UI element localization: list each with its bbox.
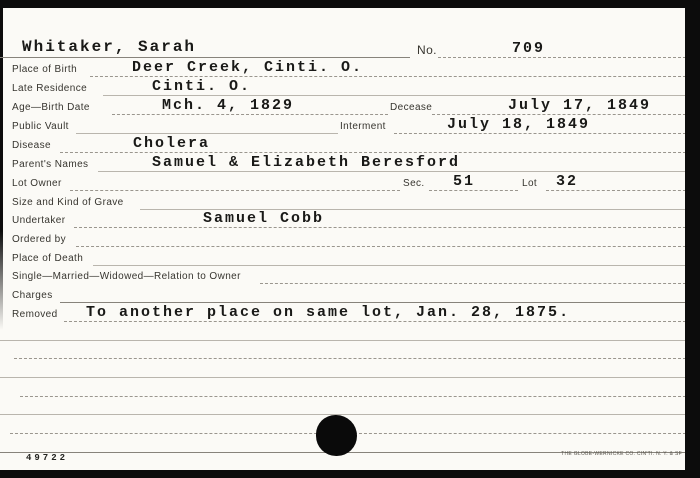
ruled-line (74, 227, 686, 228)
field-value-name: Whitaker, Sarah (22, 38, 197, 56)
field-label-sec: Sec. (403, 178, 425, 189)
scan-edge-bottom (0, 470, 700, 478)
ruled-line (112, 114, 388, 115)
field-label-no: No. (417, 43, 437, 57)
field-value-place-of-birth: Deer Creek, Cinti. O. (132, 59, 364, 76)
field-label-removed: Removed (12, 309, 58, 320)
hole-punch-dot (316, 415, 357, 456)
ruled-line (98, 171, 686, 172)
field-label-disease: Disease (12, 140, 51, 151)
ruled-line (0, 57, 410, 58)
card-serial-number: 49722 (26, 453, 69, 463)
ruled-line (546, 190, 686, 191)
ruled-line (60, 152, 686, 153)
field-label-ordered-by: Ordered by (12, 234, 67, 245)
field-label-lot: Lot (522, 178, 538, 189)
field-value-removed: To another place on same lot, Jan. 28, 1875. (86, 304, 571, 321)
field-label-charges: Charges (12, 290, 53, 301)
field-value-disease: Cholera (133, 135, 211, 152)
field-label-public-vault: Public Vault (12, 121, 69, 132)
ruled-line (103, 95, 686, 96)
ruled-line (394, 133, 686, 134)
scan-edge-right (685, 0, 700, 478)
field-label-undertaker: Undertaker (12, 215, 66, 226)
field-value-undertaker: Samuel Cobb (203, 210, 325, 227)
ruled-line (0, 414, 686, 415)
ruled-line (0, 377, 686, 378)
field-value-late-residence: Cinti. O. (152, 78, 252, 95)
field-label-place-of-death: Place of Death (12, 253, 84, 264)
ruled-line (70, 190, 400, 191)
field-label-decease: Decease (390, 102, 433, 113)
ruled-line (20, 396, 686, 397)
ruled-line (76, 246, 686, 247)
field-label-place-of-birth: Place of Birth (12, 64, 78, 75)
ruled-line (429, 190, 518, 191)
ruled-line (432, 114, 686, 115)
field-label-size-kind-grave: Size and Kind of Grave (12, 197, 124, 208)
ruled-line (438, 57, 686, 58)
ruled-line (14, 358, 686, 359)
field-value-sec: 51 (453, 173, 476, 190)
ruled-line (90, 76, 686, 77)
field-value-lot: 32 (556, 173, 579, 190)
ruled-line (260, 283, 686, 284)
field-value-parents-names: Samuel & Elizabeth Beresford (152, 154, 461, 171)
ruled-line (93, 265, 686, 266)
field-value-age-birth-date: Mch. 4, 1829 (162, 97, 295, 114)
ruled-line (0, 340, 686, 341)
ruled-line (60, 302, 686, 303)
field-value-no: 709 (512, 40, 546, 57)
printer-imprint: THE GLOBE-WERNICKE CO. CIN'TI. N. Y. & SF (561, 451, 682, 457)
field-label-lot-owner: Lot Owner (12, 178, 62, 189)
field-label-parents-names: Parent's Names (12, 159, 89, 170)
field-label-late-residence: Late Residence (12, 83, 88, 94)
field-label-marital-relation: Single—Married—Widowed—Relation to Owner (12, 271, 241, 282)
ruled-line (76, 133, 338, 134)
field-label-interment: Interment (340, 121, 386, 132)
ruled-line (64, 321, 686, 322)
field-value-interment: July 18, 1849 (447, 116, 591, 133)
field-value-decease: July 17, 1849 (508, 97, 652, 114)
field-label-age-birth-date: Age—Birth Date (12, 102, 90, 113)
scan-edge-left (0, 0, 3, 330)
scan-edge-top (0, 0, 700, 8)
